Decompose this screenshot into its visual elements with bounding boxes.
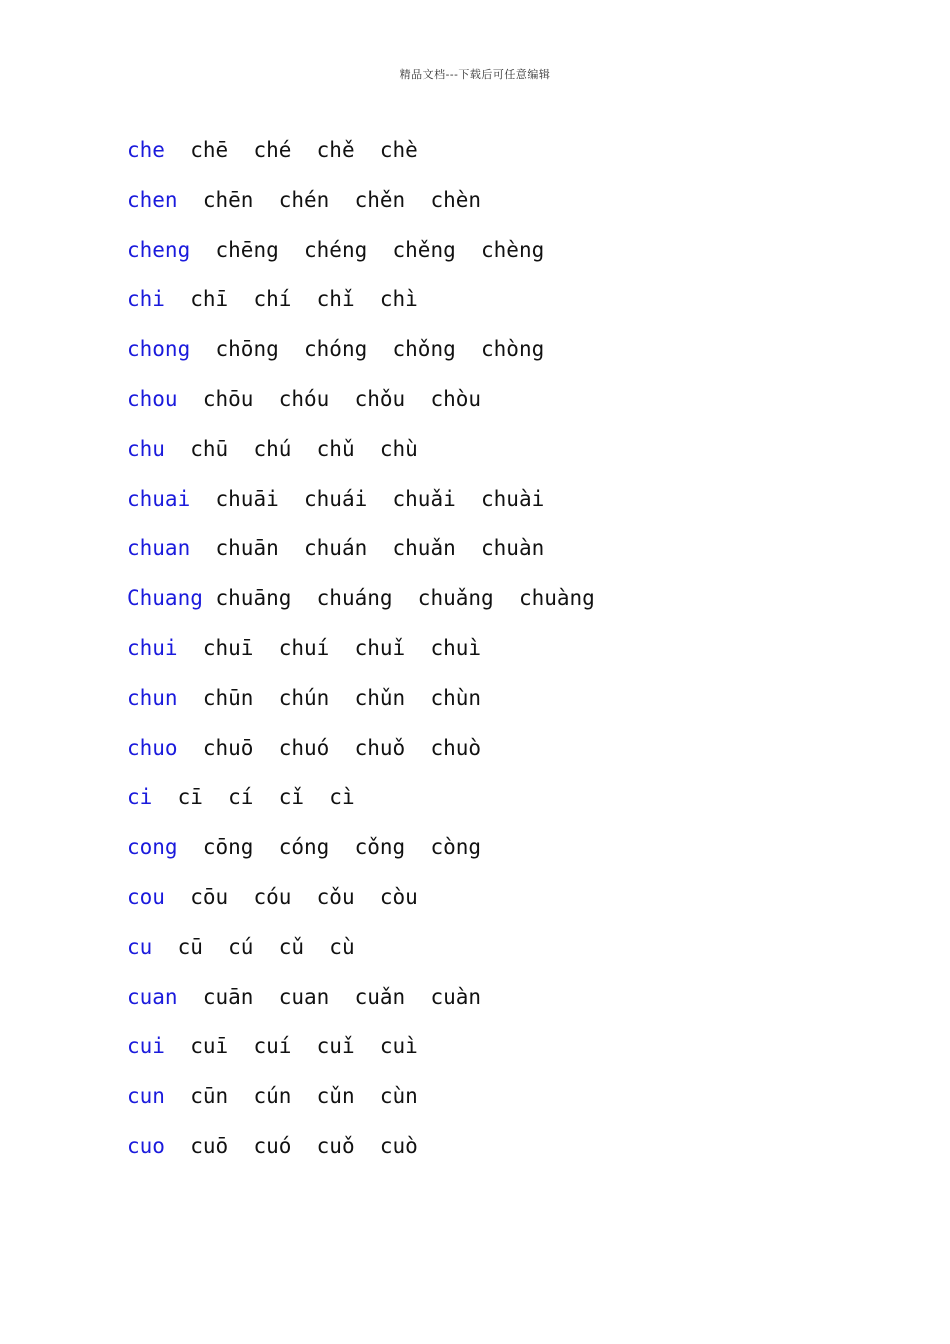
pinyin-tones: chuō chuó chuǒ chuò [202, 735, 482, 760]
pinyin-base: chong [127, 337, 191, 362]
pinyin-row [127, 281, 595, 331]
pinyin-tones: chōu chóu chǒu chòu [202, 386, 482, 411]
pinyin-row [127, 979, 595, 1029]
pinyin-base: ci [127, 785, 153, 810]
pinyin-tones: chōng chóng chǒng chòng [215, 337, 545, 362]
pinyin-tones: cuō cuó cuǒ cuò [190, 1133, 418, 1158]
pinyin-tones: chuāng chuáng chuǎng chuàng [215, 586, 595, 611]
pinyin-base: chen [127, 187, 178, 212]
pinyin-row [127, 1128, 595, 1178]
pinyin-row [127, 381, 595, 431]
pinyin-row [127, 779, 595, 829]
pinyin-tones: chuān chuán chuǎn chuàn [215, 536, 545, 561]
pinyin-base: chuo [127, 735, 178, 760]
pinyin-list [127, 132, 595, 1178]
pinyin-base: cou [127, 884, 165, 909]
pinyin-row [127, 1078, 595, 1128]
pinyin-row [127, 680, 595, 730]
pinyin-row [127, 530, 595, 580]
pinyin-base: chun [127, 685, 178, 710]
pinyin-tones: chū chú chǔ chù [190, 436, 418, 461]
pinyin-tones: cuī cuí cuǐ cuì [190, 1034, 418, 1059]
pinyin-row [127, 630, 595, 680]
pinyin-tones: chuāi chuái chuǎi chuài [215, 486, 545, 511]
pinyin-base: Chuang [127, 586, 203, 611]
pinyin-tones: cū cú cǔ cù [177, 934, 355, 959]
pinyin-tones: cōu cóu cǒu còu [190, 884, 418, 909]
pinyin-tones: chī chí chǐ chì [190, 287, 418, 312]
pinyin-base: che [127, 138, 165, 162]
pinyin-base: cui [127, 1034, 165, 1059]
pinyin-row [127, 730, 595, 780]
pinyin-row [127, 1028, 595, 1078]
pinyin-row [127, 829, 595, 879]
pinyin-row [127, 331, 595, 381]
pinyin-tones: cōng cóng cǒng còng [202, 835, 482, 860]
pinyin-base: chi [127, 287, 165, 312]
pinyin-row [127, 879, 595, 929]
pinyin-base: chuan [127, 536, 191, 561]
pinyin-tones: cuān cuan cuǎn cuàn [202, 984, 482, 1009]
pinyin-tones: chē ché chě chè [190, 138, 418, 162]
pinyin-row [127, 481, 595, 531]
pinyin-base: chou [127, 386, 178, 411]
pinyin-base: cu [127, 934, 153, 959]
pinyin-row [127, 431, 595, 481]
pinyin-row [127, 929, 595, 979]
pinyin-base: cuan [127, 984, 178, 1009]
pinyin-row [127, 132, 595, 182]
pinyin-base: chu [127, 436, 165, 461]
pinyin-base: chui [127, 635, 178, 660]
pinyin-tones: cūn cún cǔn cùn [190, 1084, 418, 1109]
pinyin-base: cuo [127, 1133, 165, 1158]
pinyin-tones: chūn chún chǔn chùn [202, 685, 482, 710]
pinyin-base: cheng [127, 237, 191, 262]
pinyin-tones: cī cí cǐ cì [177, 785, 355, 810]
pinyin-row [127, 182, 595, 232]
pinyin-base: cun [127, 1084, 165, 1109]
page-header: 精品文档---下载后可任意编辑 [399, 68, 551, 81]
pinyin-tones: chēn chén chěn chèn [202, 187, 482, 212]
pinyin-row [127, 232, 595, 282]
pinyin-tones: chuī chuí chuǐ chuì [202, 635, 482, 660]
pinyin-tones: chēng chéng chěng chèng [215, 237, 545, 262]
pinyin-row [127, 580, 595, 630]
pinyin-base: chuai [127, 486, 191, 511]
pinyin-base: cong [127, 835, 178, 860]
